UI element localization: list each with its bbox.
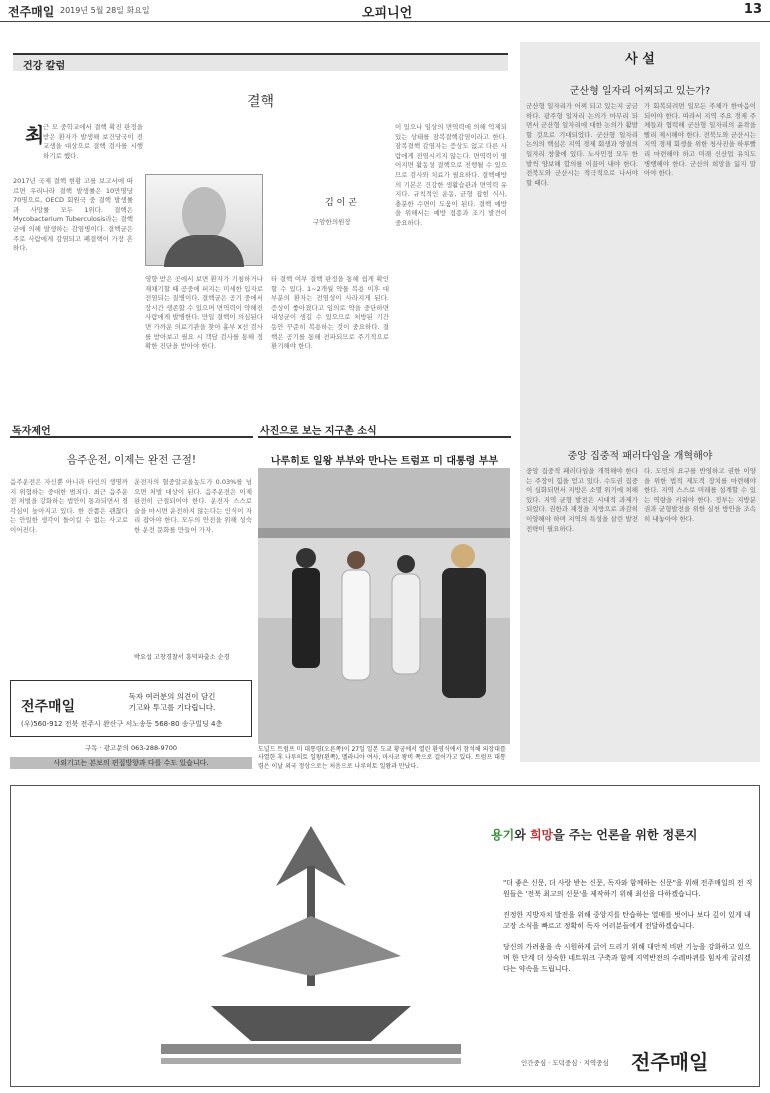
bottom-advertisement <box>10 785 760 1087</box>
fountain-pen-ship-illustration <box>161 806 461 1076</box>
page-number: 13 <box>743 2 762 17</box>
author-name: 김 이 곤 <box>325 198 357 208</box>
health-label: 건강 칼럼 <box>23 61 66 72</box>
ad-message-line-2: 기고와 투고를 기다립니다. <box>128 703 216 712</box>
editorial-1-col-b: 가 회복되려면 일모든 주체가 한마음이 되어야 한다. 따라서 지역 주요 경제 주체들과 협력해 군산형 일자리의 윤곽을 빨리 제시해야 한다. 전북도와 군산시는 지역 경제 회생을 위한 청사진을 하루빨리 마련해야 하고 미래 신산업 유치도 병행해야 한다. 군산의 희망을 잃지 말아야 한다. <box>644 102 756 178</box>
author-photo <box>145 174 263 266</box>
health-col-3: 타 결핵 여부 결핵 판정을 통해 쉽게 확인할 수 있다. 1~2개월 약물 복용 이후 대부분의 환자는 전염성이 사라지게 된다. 증상이 좋아졌다고 임의로 약을 중단하면 내성균이 생길 수 있으므로 처방된 기간 동안 꾸준히 복용하는 것이 중요하다. 결핵은 공기를 통해 전파되므로 주기적으로 환기해야 한다. <box>271 275 389 351</box>
photo-caption: 도널드 트럼프 미 대통령(오른쪽)이 27일 일본 도쿄 황궁에서 열린 환영식에서 참석해 의장대를 사열한 후 나루히토 일왕(왼쪽), 멜라니아 여사, 마사코 왕비 쪽으로 걸어가고 있다. 트럼프 대통령은 이날 외국 정상으로는 처음으로 나루히토 일왕과 만났다. <box>258 746 506 770</box>
editorial-column <box>520 42 760 762</box>
reader-label: 독자제언 <box>12 426 51 437</box>
world-title: 나루히토 일왕 부부와 만나는 트럼프 미 대통령 부부 <box>270 456 499 467</box>
slogan-rest: 을 주는 언론을 위한 정론지 <box>553 828 698 842</box>
health-col-4: 이 있으나 임상의 면역력에 의해 억제되 있는 상태를 잠복결핵감염이라고 한다. 잠복결핵 감염자는 증상도 없고 다른 사람에게 전염시키지 않는다. 면역력이 떨어지면 활동성 결핵으로 진행될 수 있으므로 검사와 치료가 필요하다. 결핵예방의 기본은 건강한 생활습관과 면역력 유지다. 규칙적인 운동, 균형 잡힌 식사, 충분한 수면이 도움이 된다. 결핵 예방을 위해서는 예방 접종과 조기 발견이 중요하다. <box>395 123 507 227</box>
issue-date: 2019년 5월 28일 화요일 <box>60 6 150 15</box>
reader-signature: 박요섭 고창경찰서 흥덕파출소 순경 <box>134 654 230 661</box>
editorial-label: 사 설 <box>625 52 655 67</box>
ad-address: (우)560-912 전북 전주시 완산구 서노송동 568-80 송구빌딩 4층 <box>21 720 223 728</box>
slogan <box>491 826 697 843</box>
reader-label-bar <box>10 420 253 438</box>
section-title: 오피니언 <box>362 6 413 21</box>
world-label-bar <box>258 420 511 438</box>
editorial-2-col-b: 다. 도민의 요구를 반영하고 권한 이양을 위한 법적 제도적 장치를 마련해야 한다. 지역 스스로 미래를 설계할 수 있는 역량을 키워야 한다. 정부는 지방분권과 균형발전을 위한 실천 방안을 조속히 내놓아야 한다. <box>644 467 756 523</box>
ad-message <box>97 691 247 713</box>
ad-logo: 전주매일 <box>21 699 76 715</box>
editorial-1-col-a: 군산형 일자리가 어찌 되고 있는지 궁금하다. 광주형 일자리 논의가 마무리 되면서 군산형 일자리에 대한 논의가 활발할 것으로 기대되었다. 군산형 일자리 논의의 핵심은 지역 경제 회생과 양질의 일자리 창출에 있다. 노사민정 모두 한 발씩 양보해 합의를 이끌어 내야 한다. 전북도와 군산시는 적극적으로 나서야 할 때다. <box>526 102 638 187</box>
health-col-1: 2017년 국제 결핵 현황 고를 보고서에 따르면 우리나라 결핵 발생률은 10만명당 70명으로, OECD 회원국 중 결핵 발생률과 사망률 모두 1위다. 결핵은 Mycobacterium Tuberculosis라는 결핵균에 의해 발생하는 감염병이다. 결핵균은 주로 사람에게 감염되고 폐결핵이 가장 흔하다. <box>13 177 133 253</box>
masthead-brand: 전주매일 <box>8 5 55 19</box>
reader-col-2: 운전자의 혈중알코올농도가 0.03%를 넘으면 처벌 대상이 된다. 음주운전은 이제 완전히 근절되어야 한다. 운전자 스스로 술을 마시면 운전하지 않는다는 인식이 자리 잡아야 한다. 모두의 안전을 위해 성숙한 운전 문화를 만들어 가자. <box>134 478 252 534</box>
health-label-bar <box>13 53 508 71</box>
editorial-2-col-a: 중앙 집중적 패러다임을 개혁해야 한다는 주장이 힘을 얻고 있다. 수도권 집중이 심화되면서 지방은 소멸 위기에 처해 있다. 지역 균형 발전은 시대적 과제가 되었다. 권한과 재정을 지방으로 과감히 이양해야 하며 지역의 특성을 살린 발전 전략이 필요하다. <box>526 467 638 533</box>
health-lead-text: 근 모 중학교에서 결핵 확진 판정을 받은 환자가 발생해 보건당국이 전교생을 대상으로 결핵 검사를 시행하기로 했다. <box>43 123 143 160</box>
slogan-connector: 와 <box>514 828 530 842</box>
subscription-line: 구독 · 광고문의 063-288-9700 <box>85 744 177 752</box>
editorial-title-1: 군산형 일자리 어찌되고 있는가? <box>569 86 711 97</box>
health-column <box>13 53 508 415</box>
disclaimer-notice: 사외기고는 본보의 편집방향과 다를 수도 있습니다. <box>10 757 252 769</box>
news-photo <box>258 468 510 744</box>
reader-title: 음주운전, 이제는 완전 근절! <box>66 454 197 466</box>
world-news-column <box>258 420 511 780</box>
ad-body-text <box>503 878 753 975</box>
ad-paragraph-2: 진정한 지방자치 발전을 위해 중앙지를 탄습하는 열매를 벗어나 보다 깊이 있게 내 고장 소식을 빠르고 정확히 독자 여러분들에게 전달하겠습니다. <box>503 911 751 930</box>
ad-big-logo: 전주매일 <box>631 1050 709 1074</box>
slogan-courage: 용기 <box>491 828 515 842</box>
ad-motto: 인간중심 · 도덕중심 · 지역중심 <box>521 1059 609 1067</box>
drop-cap: 최 <box>25 123 45 147</box>
editorial-title-2: 중앙 집중적 패러다임을 개혁해야 <box>567 451 713 462</box>
health-col-2: 영향 받은 곳에서 보면 환자가 기침하거나 재채기할 때 공중에 퍼지는 미세한 입자로 전염되는 질병이다. 결핵균은 공기 중에서 장시간 생존할 수 있으며 면역력이 약해진 사람에게 발병한다. 만일 결핵이 의심된다면 가까운 의료기관을 찾아 흉부 X선 검사를 받아보고 필요 시 객담 검사를 통해 정확한 진단을 받아야 한다. <box>145 275 263 351</box>
health-title: 결핵 <box>246 94 275 110</box>
reader-col-1: 음주운전은 자신뿐 아니라 타인의 생명까지 위협하는 중대한 범죄다. 최근 음주운전 처벌을 강화하는 법안이 통과되면서 경각심이 높아지고 있다. 한 잔쯤은 괜찮다는 안일한 생각이 돌이킬 수 없는 사고로 이어진다. <box>10 478 128 534</box>
world-label: 사진으로 보는 지구촌 소식 <box>260 426 377 437</box>
ad-paragraph-1: "더 좋은 신문, 더 사랑 받는 신문, 독자와 함께하는 신문"을 위해 전주매일의 전 직원들은 '전북 최고의 신문'을 제작하기 위해 최선을 다하겠습니다. <box>503 879 753 898</box>
ad-paragraph-3: 당신의 가려움을 속 시원하게 긁어 드리기 위해 대안적 비판 기능을 강화하고 있으며 한 단계 더 성숙한 네트워크 구축과 함께 지역반전의 수레바퀴를 힘차게 굴리겠다는 약속을 드립니다. <box>503 943 751 973</box>
author-role: 구암한의원장 <box>313 218 351 226</box>
page-header <box>0 0 770 22</box>
submission-ad <box>10 680 252 737</box>
slogan-hope: 희망 <box>529 828 554 842</box>
ad-message-line-1: 독자 여러분의 의견이 담긴 <box>128 692 216 701</box>
